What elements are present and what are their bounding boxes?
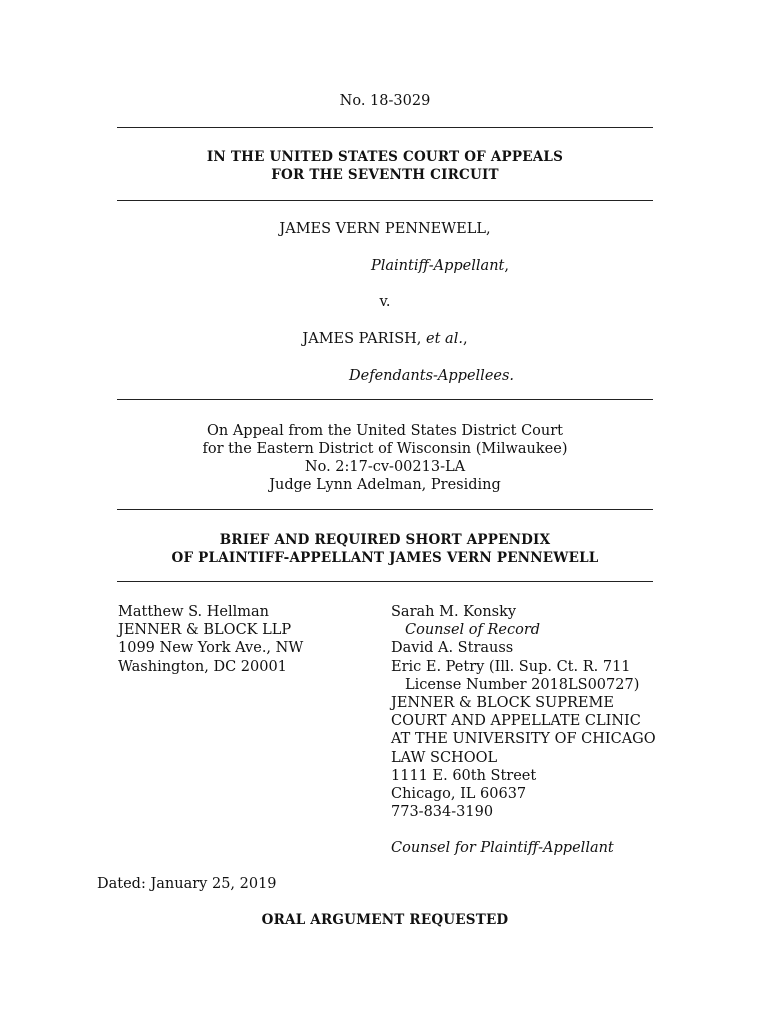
plaintiff-role-text: Plaintiff-Appellant — [371, 258, 505, 274]
brief-title-line-2: OF PLAINTIFF-APPELLANT JAMES VERN PENNEWELL — [171, 550, 599, 566]
appeal-line-2: for the Eastern District of Wisconsin (Milwaukee) — [202, 441, 568, 457]
brief-title — [0, 531, 770, 567]
right-counsel-line: 1111 E. 60th Street — [391, 767, 537, 784]
case-number: No. 18-3029 — [339, 93, 431, 109]
right-counsel-line: David A. Strauss — [391, 640, 514, 657]
left-counsel-block — [118, 603, 303, 676]
appeal-line-3: No. 2:17-cv-00213-LA — [304, 459, 466, 475]
court-heading — [0, 148, 770, 184]
divider-3 — [117, 399, 653, 400]
court-line-1: IN THE UNITED STATES COURT OF APPEALS — [206, 149, 564, 165]
plaintiff-role-suffix: , — [504, 258, 509, 274]
right-counsel-name: Sarah M. Konsky — [391, 604, 517, 620]
right-counsel-line: AT THE UNIVERSITY OF CHICAGO — [391, 731, 656, 748]
left-counsel-line: JENNER & BLOCK LLP — [118, 622, 292, 639]
spacer — [391, 821, 656, 839]
divider-5 — [117, 581, 653, 582]
right-counsel-role: Counsel of Record — [405, 622, 541, 639]
divider-2 — [117, 200, 653, 201]
left-counsel-line: Matthew S. Hellman — [118, 604, 269, 620]
defendant-name-text: JAMES PARISH, — [302, 331, 427, 347]
counsel-for: Counsel for Plaintiff-Appellant — [391, 840, 614, 857]
versus: v. — [379, 294, 391, 310]
oral-argument-requested: ORAL ARGUMENT REQUESTED — [261, 912, 509, 928]
appeal-info — [0, 422, 770, 494]
right-counsel-line: JENNER & BLOCK SUPREME — [391, 695, 614, 712]
defendant-suffix: , — [462, 331, 468, 347]
defendant-name — [0, 331, 770, 347]
plaintiff-role — [371, 258, 509, 274]
dated: Dated: January 25, 2019 — [97, 876, 277, 892]
right-counsel-line: 773-834-3190 — [391, 804, 494, 821]
right-counsel-block — [391, 603, 656, 858]
appeal-line-4: Judge Lynn Adelman, Presiding — [269, 477, 501, 493]
appeal-line-1: On Appeal from the United States District Court — [206, 423, 564, 439]
plaintiff-name: JAMES VERN PENNEWELL, — [279, 221, 491, 237]
right-counsel-line: COURT AND APPELLATE CLINIC — [391, 713, 641, 730]
right-counsel-line: LAW SCHOOL — [391, 749, 498, 766]
brief-title-line-1: BRIEF AND REQUIRED SHORT APPENDIX — [219, 532, 551, 548]
left-counsel-line: 1099 New York Ave., NW — [118, 640, 304, 657]
right-counsel-line: Chicago, IL 60637 — [391, 786, 527, 803]
right-counsel-line: Eric E. Petry (Ill. Sup. Ct. R. 711 — [391, 658, 631, 675]
divider-1 — [117, 127, 653, 128]
divider-4 — [117, 509, 653, 510]
court-line-2: FOR THE SEVENTH CIRCUIT — [271, 167, 499, 183]
defendant-role: Defendants-Appellees. — [349, 368, 515, 384]
defendant-et-al: et al. — [426, 331, 463, 347]
left-counsel-line: Washington, DC 20001 — [118, 658, 287, 675]
right-counsel-line: License Number 2018LS00727) — [405, 676, 640, 693]
